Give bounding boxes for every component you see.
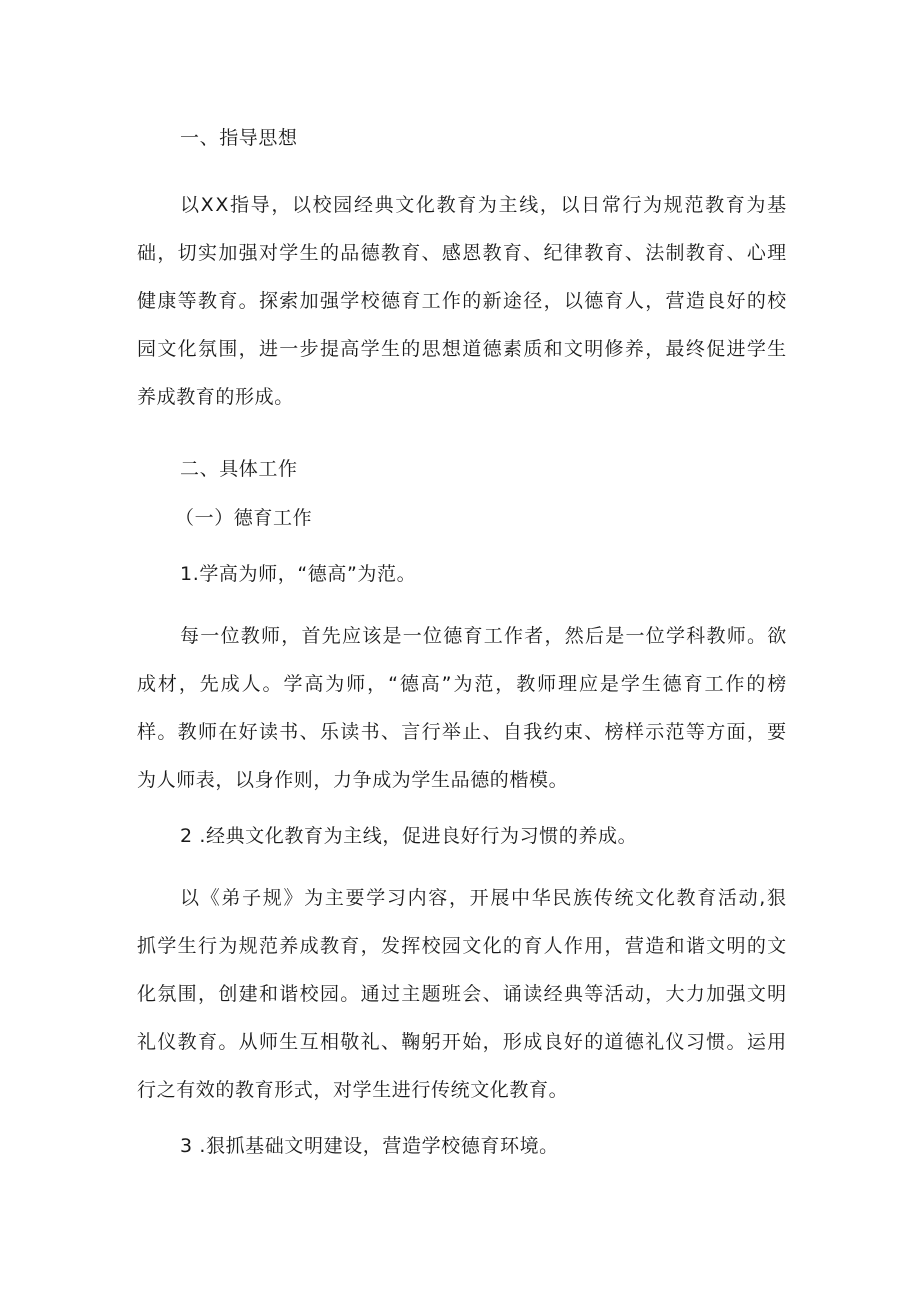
item-title-2: 2 .经典文化教育为主线，促进良好行为习惯的养成。 [180,825,638,847]
paragraph-line: 行之有效的教育形式，对学生进行传统文化教育。 [137,1079,569,1101]
paragraph-line: 化 氛 围 ， 创 建 和 谐 校 园 。 通 过 主 题 班 会 、 诵 读 经 典 等 活 动 ， 大 力 加 强 文 明 [137,983,787,1005]
paragraph-line: 每 一 位 教 师 ， 首 先 应 该 是 一 位 德 育 工 作 者 ， 然 后 是 一 位 学 科 教 师 。 欲 [180,625,787,647]
paragraph-line: 为人师表，以身作则，力争成为学生品德的楷模。 [137,769,569,791]
paragraph-line: 养成教育的形成。 [137,386,294,408]
paragraph-line: 以 《 弟 子 规 》 为 主 要 学 习 内 容 ， 开 展 中 华 民 族 传 统 文 化 教 育 活 动 , 狠 [180,887,787,909]
section-heading-specific-work: 二、具体工作 [180,458,298,480]
item-title-3: 3 .狠抓基础文明建设，营造学校德育环境。 [180,1135,559,1157]
paragraph-line: 园 文 化 氛 围 ， 进 一 步 提 高 学 生 的 思 想 道 德 素 质 和 文 明 修 养 ， 最 终 促 进 学 生 [137,338,787,360]
section-heading-guiding-thought: 一、指导思想 [180,127,298,149]
subsection-heading-moral-education: （一）德育工作 [175,507,313,529]
paragraph-line: 成 材 ， 先 成 人 。 学 高 为 师 ， “ 德 高 ” 为 范 ， 教 师 理 应 是 学 生 德 育 工 作 的 榜 [137,673,787,695]
paragraph-line: 以 X X 指 导 ， 以 校 园 经 典 文 化 教 育 为 主 线 ， 以 日 常 行 为 规 范 教 育 为 基 [180,194,787,216]
item-title-1: 1.学高为师，“德高”为范。 [180,563,417,585]
paragraph-line: 础 ， 切 实 加 强 对 学 生 的 品 德 教 育 、 感 恩 教 育 、 纪 律 教 育 、 法 制 教 育 、 心 理 [137,242,787,264]
paragraph-line: 抓 学 生 行 为 规 范 养 成 教 育 ， 发 挥 校 园 文 化 的 育 人 作 用 ， 营 造 和 谐 文 明 的 文 [137,935,787,957]
paragraph-line: 样 。 教 师 在 好 读 书 、 乐 读 书 、 言 行 举 止 、 自 我 约 束 、 榜 样 示 范 等 方 面 ， 要 [137,721,787,743]
paragraph-line: 礼 仪 教 育 。 从 师 生 互 相 敬 礼 、 鞠 躬 开 始 ， 形 成 良 好 的 道 德 礼 仪 习 惯 。 运 用 [137,1031,787,1053]
paragraph-line: 健 康 等 教 育 。 探 索 加 强 学 校 德 育 工 作 的 新 途 径 ， 以 德 育 人 ， 营 造 良 好 的 校 [137,290,787,312]
